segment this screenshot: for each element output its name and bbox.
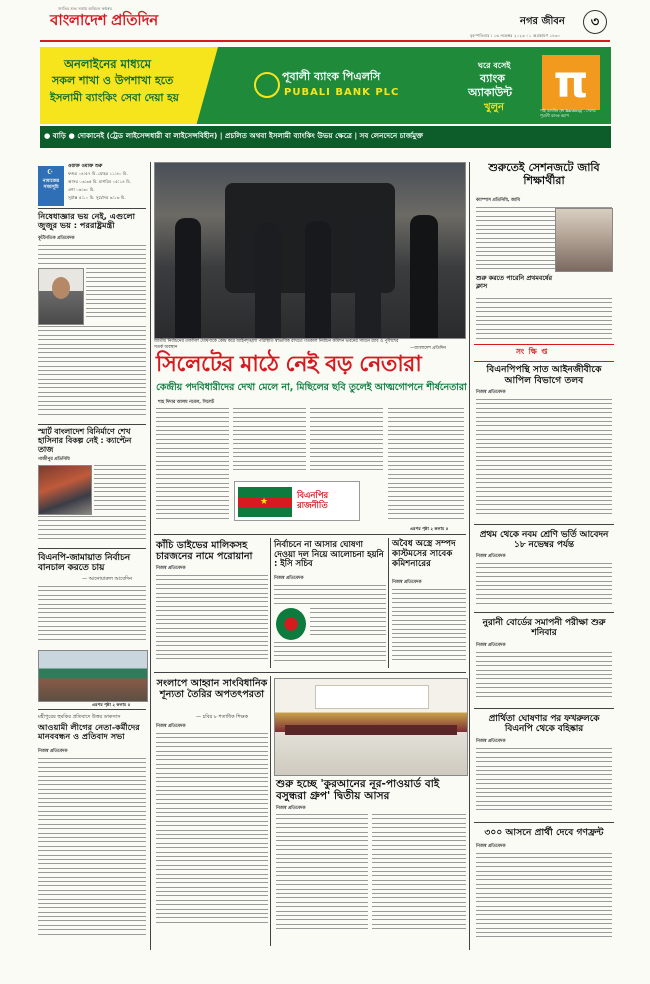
divider [38,548,146,549]
ad-right-1: ঘরে বসেই [478,61,511,70]
col1-story2-byline: গাজীপুর প্রতিনিধি [38,457,70,462]
brief4-text [476,748,612,818]
divider [154,534,466,535]
column-divider [270,538,271,668]
column-divider [150,162,151,950]
photo-figure [305,221,331,338]
column-divider [270,676,271,946]
story-dialogue-text [156,733,268,933]
right-story1-byline: ক্যাম্পাস প্রতিনিধি, জাবি [476,198,520,203]
story-customs-headline: অবৈধ অস্ত্রে সম্পদ কাস্টমসের সাবেক কমিশনারের [392,539,456,569]
brief5-headline: ৩০০ আসনে প্রার্থী দেবে গণফ্রন্ট [484,827,604,838]
photo-figure [410,215,438,338]
ad-line-2: সকল শাখা ও উপশাখা হতে [52,74,174,87]
column-divider [469,162,470,950]
prayer-row-4: সূর্যাস্ত ৫:১০ মি. সূর্যোদয় ৬:১৬ মি. [68,195,126,200]
col1-story3-headline: বিএনপি-জামায়াত নির্বাচন বানচাল করতে চায় [38,553,130,574]
bnp-politics-box [234,481,360,521]
ad-right-2: ব্যাংক [480,72,505,85]
brief3-byline: নিজস্ব প্রতিবেদক [476,643,506,648]
col1-story1-byline: কূটনৈতিক প্রতিবেদক [38,236,75,241]
col1-story4-kicker: মহীপুরের হুমকির প্রতিবাদে উত্তর ডাকসাস [38,714,121,720]
photo-figure [175,218,201,338]
divider [38,424,146,425]
main-photo-rab-police [154,162,466,339]
brief4-byline: নিজস্ব প্রতিবেদক [476,739,506,744]
main-continued: এরপর পৃষ্ঠা ২ কলাম ৫ [410,526,449,531]
col1-story3-continued: এরপর পৃষ্ঠা ২ কলাম ৫ [92,702,131,707]
divider [474,708,614,709]
masthead-logo: বাংলাদেশ প্রতিদিন [50,11,158,29]
ad-right-4: খুলুন [484,102,504,113]
col1-story1-text-bottom [38,326,146,422]
col1-story1-text-top [38,245,146,267]
briefs-section-label: সং ক্ষি প্ত [516,347,549,356]
right-story1-photo [555,208,613,272]
col1-story3-photo [38,650,148,702]
masthead [0,0,650,42]
divider [38,208,146,209]
briefs-section-tag [474,344,614,362]
col1-story2-text-right [94,465,146,513]
ad-right-3: অ্যাকাউন্ট [468,86,513,99]
main-headline: সিলেটের মাঠে নেই বড় নেতারা [156,352,422,377]
col1-story4-text [38,758,146,944]
pi-banking-label: পাই ব্যাংকিং (PI Banking) - দেশের পূবালী ব্যাংক অ্যাপ [540,108,596,118]
divider [474,524,614,525]
story-kaanchi-headline: কাঁচি ডাইভের মালিকসহ চারজনের নামে পরোয়ানা [156,540,253,563]
story-dialogue-byline: নিজস্ব প্রতিবেদক [156,724,186,729]
divider [154,672,466,673]
quran-event-text-b [372,814,466,938]
pullquote-box [476,274,560,296]
ad-bank-en: PUBALI BANK PLC [284,87,400,98]
right-story1-headline: শুরুতেই সেশনজটে জাবি শিক্ষার্থীরা [488,161,600,187]
brief5-text [476,853,612,943]
page-number: ৩ [590,15,600,30]
col1-story1-portrait [38,268,84,325]
col1-story3-text [38,586,146,646]
prayer-times-title-box [38,166,64,206]
brief1-headline: বিএনপিপন্থি সাত আইনজীবীকে আপিল বিভাগে তলব [486,364,602,386]
main-col-c-text [310,408,383,478]
col1-story2-text-bottom [38,516,146,544]
ad-strip [40,126,611,148]
bnp-flag-star: ★ [260,497,269,507]
main-col-d-text [388,408,464,526]
story-ec-text-bottom [274,642,386,666]
prayer-times-header: ওয়াক্ত ওয়াক্ত শুরু [68,164,103,169]
story-kaanchi-byline: নিজস্ব প্রতিবেদক [156,566,186,571]
bnp-politics-label: বিএনপির রাজনীতি [297,490,329,510]
quran-event-headline: শুরু হচ্ছে 'কুরআনের নূর-পাওয়ার্ড বাই বসুন্ধরা গ্রুপ' দ্বিতীয় আসর [276,778,440,803]
ad-line-3: ইসলামী ব্যাংকিং সেবা দেয়া হয় [50,92,179,104]
divider [38,709,146,710]
quran-event-photo [274,678,468,776]
main-subheadline: কেন্দ্রীয় পদবিধারীদের দেখা মেলে না, মিছিলের ছবি তুলেই আত্মগোপনে শীর্ষনেতারা [156,382,467,393]
prayer-row-2: আসর ০৩:৩৫ মি. মাগরিব ০৫:১৪ মি. [68,179,132,184]
masthead-rule [40,40,610,42]
pi-banking-logo-icon: π [542,55,600,110]
col1-story2-headline: স্মার্ট বাংলাদেশ বিনির্মাণে শেখ হাসিনার বিকল্প নেই : ক্যাপ্টেন তাজ [38,427,132,454]
prayer-row-3: এশা ০৬:৩০ মি. [68,187,95,192]
main-photo-credit: —বাংলাদেশ প্রতিদিন [410,346,446,351]
quran-event-byline: নিজস্ব প্রতিবেদক [276,806,306,811]
story-customs-byline: নিজস্ব প্রতিবেদক [392,580,422,585]
quran-event-text-a [276,814,368,938]
divider [474,822,614,823]
story-dialogue-headline: সংলাপে আহ্বান সাংবিধানিক শূন্যতা তৈরির অপতৎপরতা [156,678,268,701]
prayer-times-box [38,162,146,206]
prayer-row-1: ফজর ০৪:৫৭ মি. যোহর ১১:৪০ মি. [68,171,128,176]
pubali-logo-icon [254,72,280,98]
page-number-box [583,10,607,34]
bnp-flag-icon [238,487,292,517]
pubali-bank-ad [40,47,611,151]
divider [474,612,614,613]
story-ec-text-top [274,585,386,607]
main-photo-caption: জাতীয় নির্বাচনের তফসিল ঘোষণাকে কেন্দ্র করে আইনশৃঙ্খলা পরিস্থিতি স্বাভাবিক রাখতে গতকাল নির্বাচন কমিশন ভবনের সামনে র‌্যাব ও পুলিশের সতর্ক অবস্থান [154,339,399,350]
brief5-byline: নিজস্ব প্রতিবেদক [476,844,506,849]
col1-story4-headline: আওয়ামী লীগের নেতা-কর্মীদের মানববন্ধন ও প্রতিবাদ সভা [38,722,140,742]
story-ec-byline: নিজস্ব প্রতিবেদক [274,576,304,581]
ec-logo-icon [276,608,306,640]
story-ec-headline: নির্বাচনে না আসার ঘোষণা দেওয়া দল নিয়ে আলোচনা হয়নি : ইসি সচিব [274,539,384,569]
ad-line-1: অনলাইনের মাধ্যমে [64,57,152,71]
prayer-times-title: নামাজের সময়সূচি [42,179,60,190]
col1-story1-headline: নিষেধাজ্ঞার ভয় নেই, এগুলো জুজুর ভয় : পররাষ্ট্রমন্ত্রী [38,211,136,231]
event-banner [315,685,429,709]
story-customs-text [392,589,466,667]
column-divider [388,538,389,668]
masthead-date: বৃহস্পতিবার । ১৬ নভেম্বর ২০২৩ । ১ অগ্রহায়ণ ১৪৩০ [470,33,561,38]
brief2-text [476,563,612,607]
section-name: নগর জীবন [520,16,565,27]
masthead-tagline: জাতির শুভ সত্তায় অবিচল কণ্ঠস্বর [58,6,112,11]
story-dialogue-sub: — চবির ৮ শতাধিক শিক্ষক [196,714,249,720]
mosque-icon: ☪ [47,168,54,176]
main-col-b-text [233,408,306,478]
story-ec-text-right [310,608,386,640]
portrait-face [52,277,70,299]
main-col-a-text [156,408,229,526]
brief1-byline: নিজস্ব প্রতিবেদক [476,390,506,395]
ad-strip-text: ● বাড়ি ● দোকানেই (ট্রেড লাইসেন্সধারী বা লাইসেন্সবিহীন) | প্রচলিত অথবা ইসলামী ব্যাংকিং উভয় ক্ষেত্রে | সব লেনদেনে চার্জমুক্ত [44,131,424,140]
right-story1-text-bottom [476,298,612,342]
main-byline: শাহ দিদার আলম নবেল, সিলেট [158,400,215,405]
ad-bank-bn: পূবালী ব্যাংক পিএলসি [282,70,381,83]
brief4-headline: প্রার্থিতা ঘোষণার পর ফখরুলকে বিএনপি থেকে বহিষ্কার [488,714,600,735]
brief1-text [476,399,612,521]
col1-story3-sub: — আনোয়ারুল আবেদিন [82,576,133,582]
photo-figure [255,223,281,338]
brief3-headline: নুরানী বোর্ডের সমাপনী পরীক্ষা শুরু শনিবার [482,618,606,639]
event-table [285,725,457,735]
pullquote-text: শুরু করতে পারেনি প্রথমবর্ষের ক্লাস [476,274,552,290]
story-kaanchi-text [156,575,268,665]
brief2-byline: নিজস্ব প্রতিবেদক [476,554,506,559]
photo-figure [355,218,381,338]
col1-story1-text-right [86,268,146,324]
col1-story4-byline: নিজস্ব প্রতিবেদক [38,749,68,754]
brief2-headline: প্রথম থেকে নবম শ্রেণি ভর্তি আবেদন ১৮ নভেম্বর পর্যন্ত [479,530,609,551]
brief3-text [476,652,612,704]
col1-story2-photo [38,465,92,515]
